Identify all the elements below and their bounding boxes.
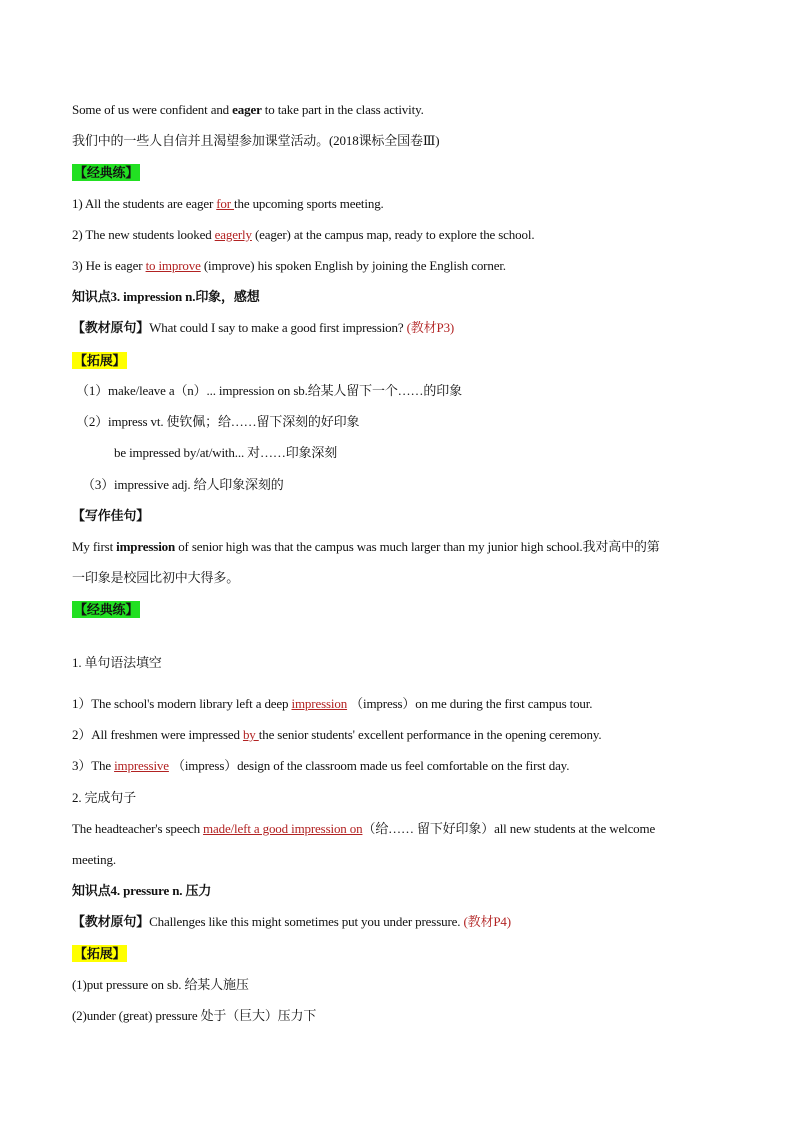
extension-label: 【拓展】 xyxy=(74,946,126,961)
text: （impress）on me during the first campus tour. xyxy=(347,696,593,711)
text: 3）The xyxy=(72,758,115,773)
text: What could I say to make a good first impression? xyxy=(149,320,407,335)
text: Challenges like this might sometimes put you under pressure. xyxy=(149,914,464,929)
textbook-sentence xyxy=(72,320,454,336)
text: 2) The new students looked xyxy=(72,227,215,242)
fill-item-2 xyxy=(72,727,601,743)
text: 1) All the students are eager xyxy=(72,196,217,211)
extension-item-3: （3）impressive adj. 给人印象深刻的 xyxy=(82,477,284,492)
example-sentence-en xyxy=(72,102,424,118)
practice-tag xyxy=(72,164,140,181)
extension-item-1: （1）make/leave a（n）... impression on sb.给某人留下一个……的印象 xyxy=(76,383,462,398)
extension-item-pressure-1: (1)put pressure on sb. 给某人施压 xyxy=(72,977,249,992)
answer: impressive xyxy=(114,758,169,773)
keyword-eager: eager xyxy=(232,102,262,117)
text: My first xyxy=(72,539,117,554)
example-sentence-zh: 我们中的一些人自信并且渴望参加课堂活动。(2018课标全国卷Ⅲ) xyxy=(72,133,440,148)
text: of senior high was that the campus was much larger than my junior high school.我对高中的第 xyxy=(175,539,660,554)
text: 1）The school's modern library left a deep xyxy=(72,696,292,711)
text: (eager) at the campus map, ready to explore the school. xyxy=(251,227,535,242)
section-grammar-fill: 1. 单句语法填空 xyxy=(72,655,162,670)
answer: by xyxy=(242,727,259,742)
text: the upcoming sports meeting. xyxy=(234,196,384,211)
practice-item-1 xyxy=(72,196,384,212)
fill-item-1 xyxy=(72,696,592,712)
answer: eagerly xyxy=(214,227,252,242)
answer: made/left a good impression on xyxy=(203,821,363,836)
text: to take part in the class activity. xyxy=(261,102,424,117)
extension-tag-2 xyxy=(72,945,127,962)
writing-sentence xyxy=(72,539,660,555)
text: （impress）design of the classroom made us feel comfortable on the first day. xyxy=(168,758,570,773)
writing-tag: 【写作佳句】 xyxy=(72,508,150,523)
keyword-impression: impression xyxy=(116,539,176,554)
text: The headteacher's speech xyxy=(72,821,204,836)
extension-item-pressure-2: (2)under (great) pressure 处于（巨大）压力下 xyxy=(72,1008,317,1023)
writing-sentence-cont: 一印象是校园比初中大得多。 xyxy=(72,570,240,585)
practice-item-2 xyxy=(72,227,534,243)
text: Some of us were confident and xyxy=(72,102,233,117)
complete-sentence-cont: meeting. xyxy=(72,852,116,867)
complete-sentence-item xyxy=(72,821,655,837)
answer: impression xyxy=(291,696,348,711)
text: （给…… 留下好印象）all new students at the welcome xyxy=(362,821,656,836)
extension-label: 【拓展】 xyxy=(74,353,126,368)
textbook-sentence-2 xyxy=(72,914,511,930)
source-ref: (教材P3) xyxy=(406,320,455,335)
answer: for xyxy=(216,196,235,211)
text: (improve) his spoken English by joining the English corner. xyxy=(200,258,506,273)
practice-label: 【经典练】 xyxy=(74,165,139,180)
practice-item-3 xyxy=(72,258,506,274)
extension-item-2b: be impressed by/at/with... 对……印象深刻 xyxy=(114,445,338,460)
textbook-label: 【教材原句】 xyxy=(72,914,150,929)
extension-item-2: （2）impress vt. 使钦佩；给……留下深刻的好印象 xyxy=(76,414,360,429)
fill-item-3 xyxy=(72,758,569,774)
text: the senior students' excellent performance in the opening ceremony. xyxy=(258,727,602,742)
answer: to improve xyxy=(145,258,201,273)
practice-tag-2 xyxy=(72,601,140,618)
text: 2）All freshmen were impressed xyxy=(72,727,243,742)
knowledge-point-3-heading: 知识点3. impression n.印象，感想 xyxy=(72,289,260,304)
source-ref: (教材P4) xyxy=(463,914,511,929)
knowledge-point-4-heading: 知识点4. pressure n. 压力 xyxy=(72,883,212,898)
textbook-label: 【教材原句】 xyxy=(72,320,150,335)
section-complete-sentence: 2. 完成句子 xyxy=(72,790,136,805)
practice-label: 【经典练】 xyxy=(74,602,139,617)
extension-tag xyxy=(72,352,127,369)
text: 3) He is eager xyxy=(72,258,146,273)
